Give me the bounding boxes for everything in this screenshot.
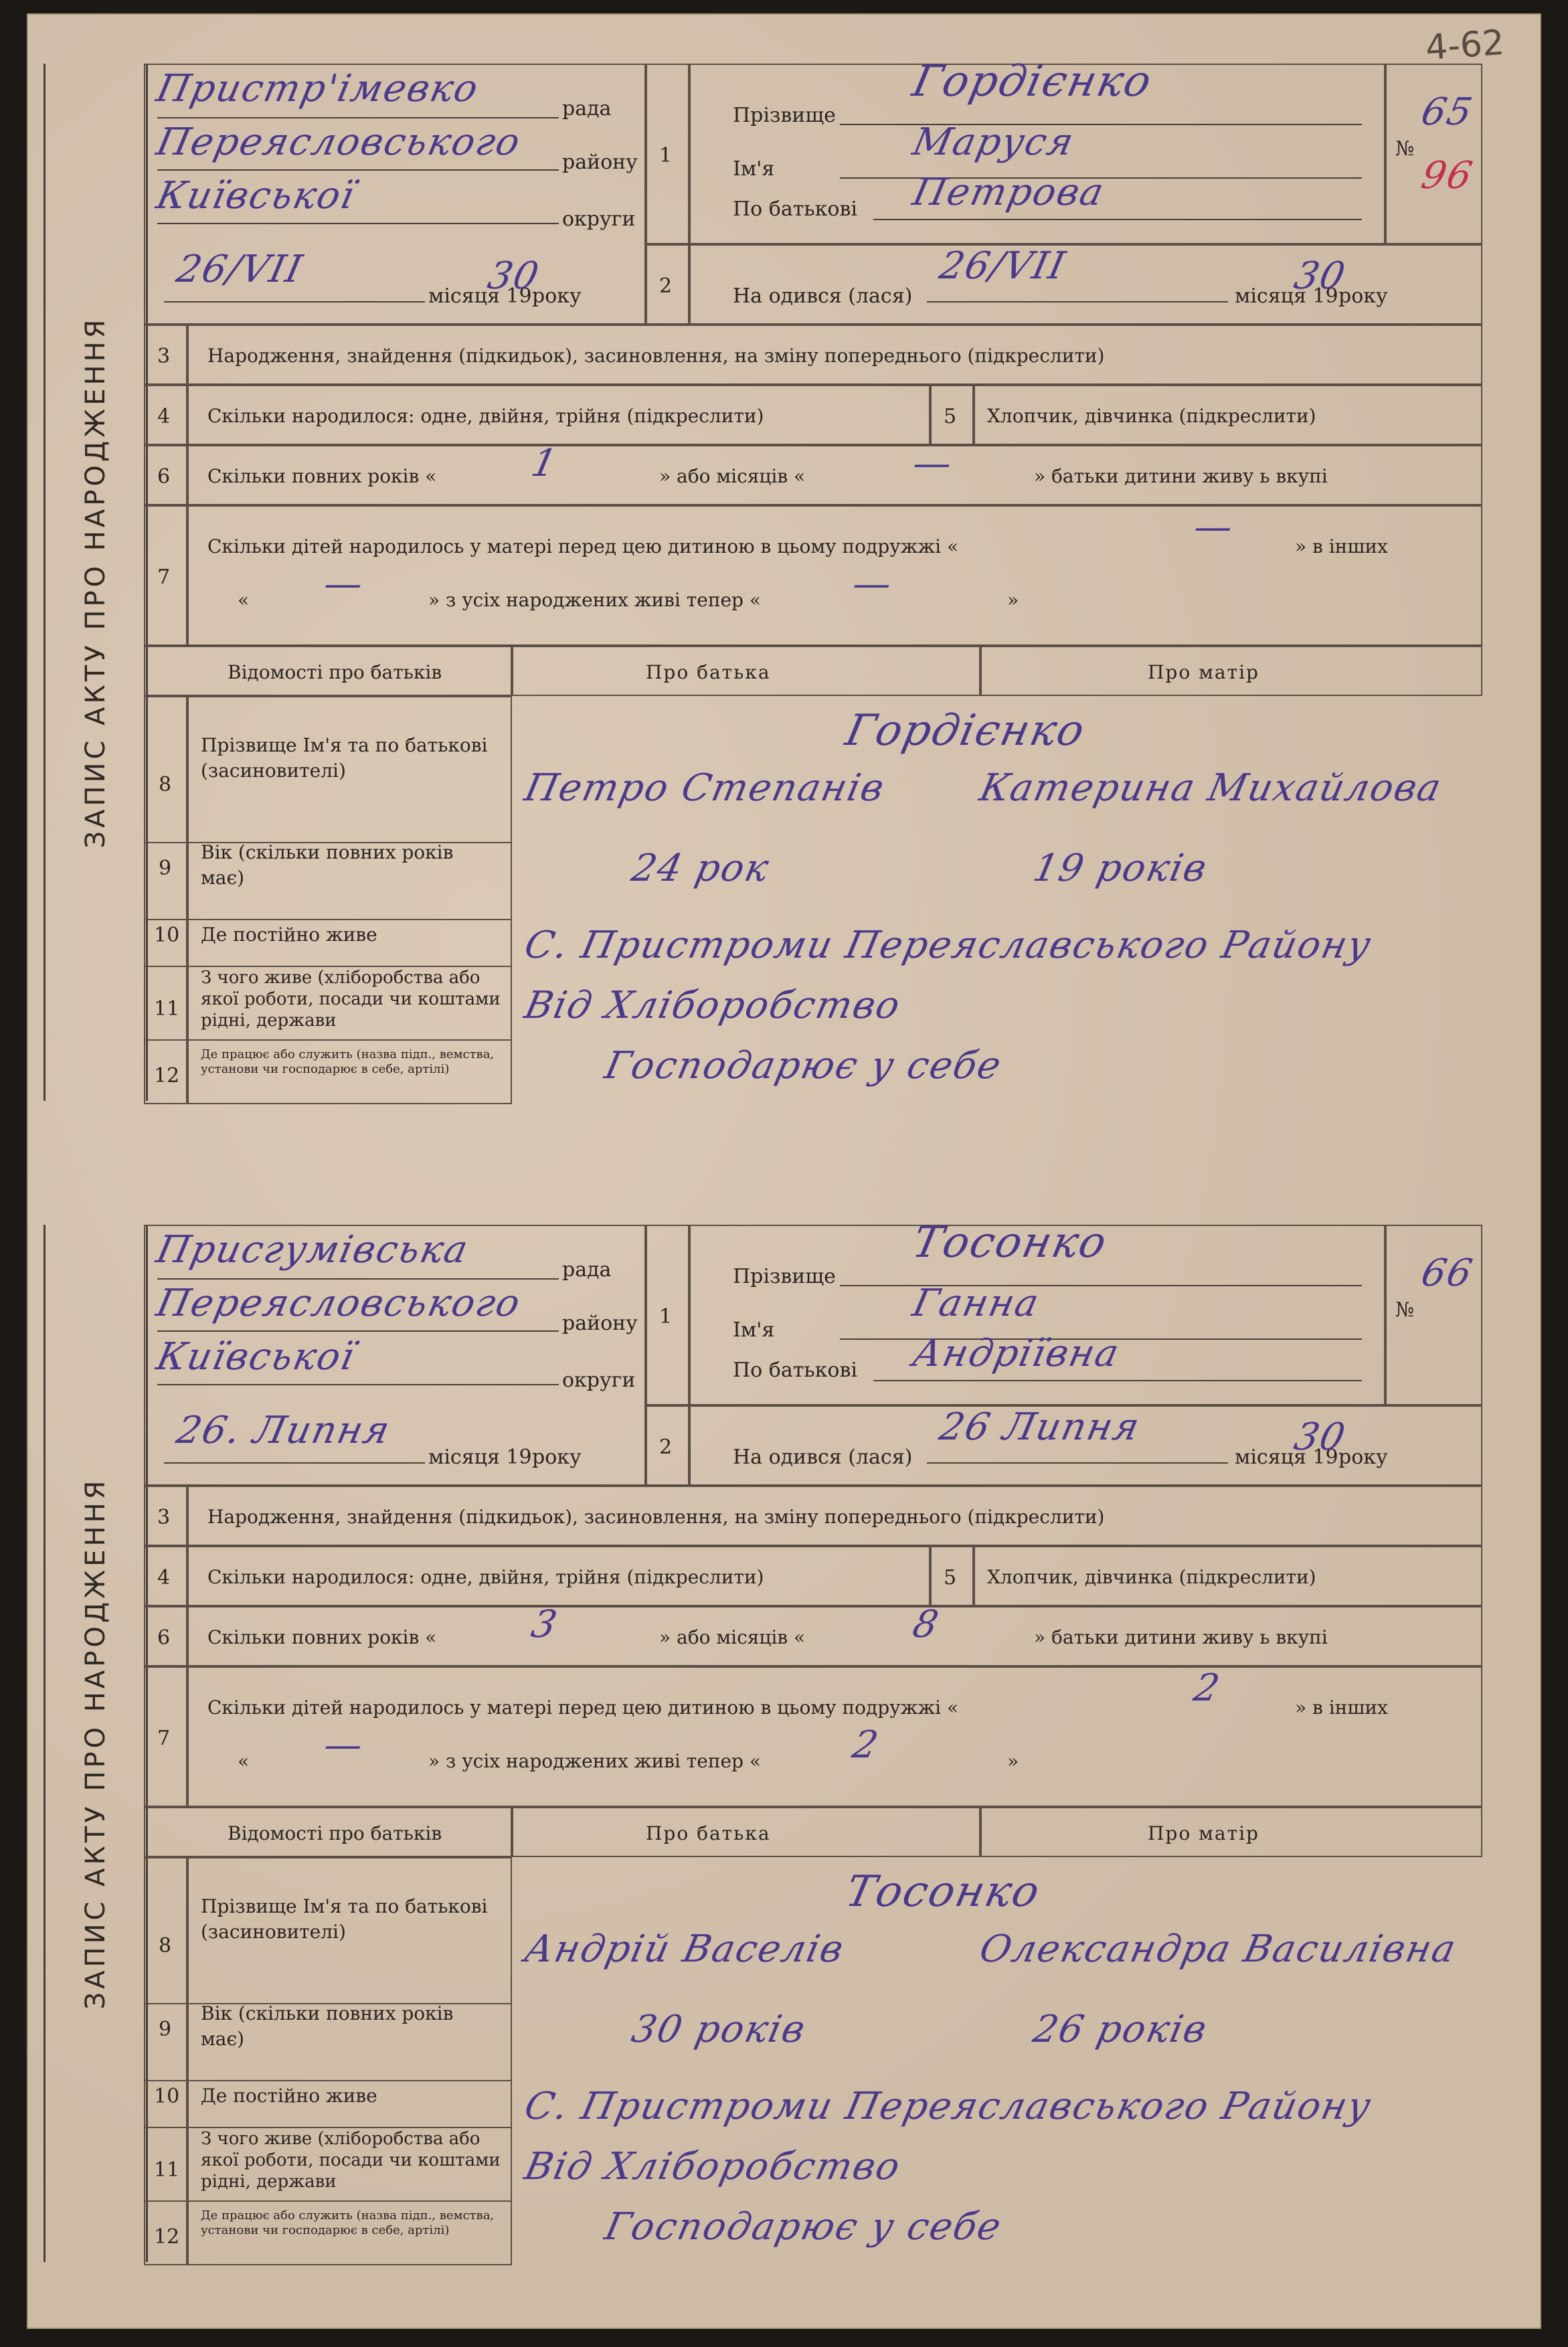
registration-date: 26/VII [936, 244, 1070, 288]
father-age: 30 років [628, 2008, 810, 2051]
mother-age: 19 років [1029, 847, 1212, 890]
child-name: Маруся [909, 120, 1079, 164]
vertical-title-box [43, 1225, 148, 2262]
years-together: 1 [527, 442, 562, 485]
child-surname: Тосонко [908, 1218, 1112, 1268]
children-other: — [320, 562, 368, 606]
mother-name: Катерина Михайлова [976, 766, 1446, 810]
livelihood: Від Хліборобство [521, 2145, 905, 2188]
raion-name: Переясловського [153, 1282, 525, 1325]
okruha-name: Київської [153, 174, 359, 218]
vertical-title: ЗАПИС АКТУ ПРО НАРОДЖЕННЯ [80, 316, 111, 849]
raion-name: Переясловського [153, 120, 525, 164]
workplace: Господарює у себе [601, 1044, 1007, 1088]
father-name: Петро Степанів [521, 766, 889, 810]
children-marriage: 2 [1190, 1666, 1225, 1710]
record-date: 26. Липня [173, 1409, 395, 1452]
father-age: 24 рок [628, 847, 774, 890]
children-alive: 2 [849, 1723, 883, 1767]
archive-mark: 4-62 [1424, 22, 1506, 69]
months-together: — [909, 442, 957, 485]
years-together: 3 [527, 1603, 562, 1646]
mother-age: 26 років [1029, 2008, 1212, 2051]
children-alive: — [849, 562, 897, 606]
children-marriage: — [1190, 505, 1238, 549]
child-patronymic: Петрова [909, 171, 1109, 214]
council-name: Присгумівська [153, 1228, 473, 1272]
workplace: Господарює у себе [601, 2205, 1007, 2249]
record-number-alt: 96 [1417, 154, 1478, 197]
children-other: — [320, 1723, 368, 1767]
record-number: 65 [1417, 90, 1478, 134]
registration-year: 30 [1290, 254, 1351, 298]
vertical-title: ЗАПИС АКТУ ПРО НАРОДЖЕННЯ [80, 1477, 111, 2010]
family-surname: Тосонко [841, 1867, 1045, 1917]
record-date: 26/VII [173, 248, 307, 291]
vertical-title-box [43, 64, 148, 1101]
livelihood: Від Хліборобство [521, 984, 905, 1027]
child-patronymic: Андріївна [909, 1332, 1124, 1375]
father-name: Андрій Васелів [521, 1927, 849, 1971]
okruha-name: Київської [153, 1335, 359, 1379]
registration-year: 30 [1290, 1415, 1351, 1459]
row-7 [187, 505, 1482, 646]
mother-name: Олександра Василівна [976, 1927, 1461, 1971]
record-number: 66 [1417, 1251, 1478, 1295]
family-surname: Гордієнко [841, 706, 1090, 756]
residence: С. Пристроми Переяславського Району [521, 924, 1376, 967]
registration-date: 26 Липня [936, 1405, 1144, 1449]
record-year: 30 [484, 254, 544, 298]
council-name: Пристр'імевко [153, 67, 483, 110]
row-7 [187, 1666, 1482, 1807]
child-surname: Гордієнко [908, 57, 1157, 106]
months-together: 8 [909, 1603, 944, 1646]
child-name: Ганна [909, 1282, 1044, 1325]
residence: С. Пристроми Переяславського Району [521, 2085, 1376, 2128]
